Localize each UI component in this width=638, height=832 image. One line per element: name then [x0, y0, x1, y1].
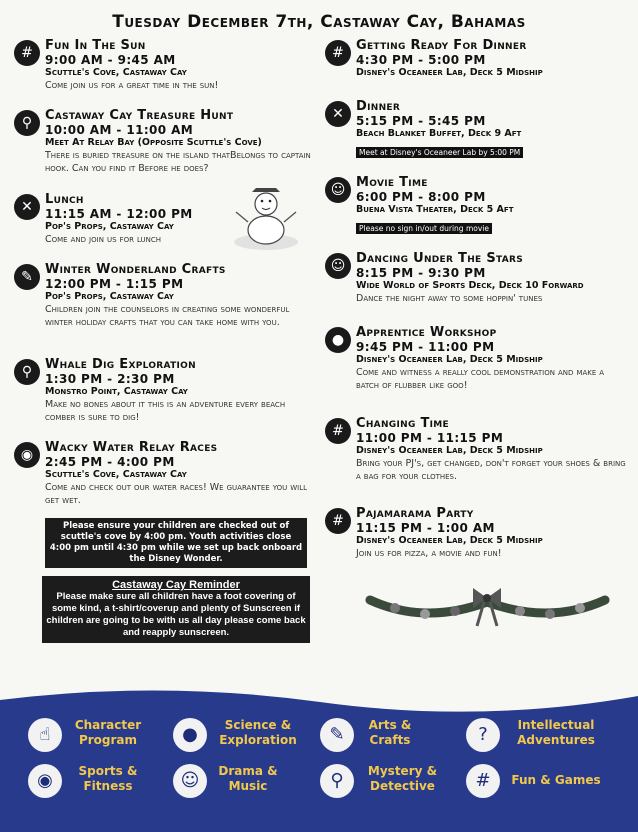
event-time: 6:00 PM - 8:00 PM [356, 190, 486, 204]
legend-label: Mystery & Detective [367, 764, 438, 793]
event-apprentice-workshop [325, 325, 630, 392]
event-location: Beach Blanket Buffet, Deck 9 Aft [356, 128, 522, 139]
tic-tac-toe-icon: # [325, 418, 351, 444]
event-name: Lunch [45, 192, 84, 207]
event-water-relay [14, 440, 314, 507]
theater-masks-icon: ☺ [173, 764, 207, 798]
planet-icon: ● [173, 718, 207, 752]
magnifier-icon: ⚲ [14, 359, 40, 385]
event-name: Wacky Water Relay Races [45, 440, 218, 455]
event-name: Whale Dig Exploration [45, 357, 196, 372]
event-name: Dancing Under The Stars [356, 251, 524, 266]
legend-label: Arts & Crafts [368, 718, 412, 747]
event-lunch [14, 192, 229, 246]
legend-label: Fun & Games [511, 773, 601, 787]
event-location: Scuttle's Cove, Castaway Cay [45, 469, 187, 480]
legend-fun-games [466, 764, 616, 798]
tic-tac-toe-icon: # [14, 40, 40, 66]
event-time: 11:15 PM - 1:00 AM [356, 521, 495, 535]
glove-icon: ☝ [28, 718, 62, 752]
event-movie-time [325, 175, 630, 235]
event-location: Scuttle's Cove, Castaway Cay [45, 67, 187, 78]
event-time: 1:30 PM - 2:30 PM [45, 372, 175, 386]
event-time: 5:15 PM - 5:45 PM [356, 114, 486, 128]
event-time: 11:00 PM - 11:15 PM [356, 431, 504, 445]
football-icon: ◉ [14, 442, 40, 468]
event-time: 2:45 PM - 4:00 PM [45, 455, 175, 469]
event-time: 4:30 PM - 5:00 PM [356, 53, 486, 67]
tic-tac-toe-icon: # [466, 764, 500, 798]
event-time: 10:00 AM - 11:00 AM [45, 123, 194, 137]
event-description: Join us for pizza, a movie and fun! [356, 548, 502, 559]
event-time: 11:15 AM - 12:00 PM [45, 207, 193, 221]
event-description: Children join the counselors in creating some wonderful winter holiday crafts that you can take home with you. [45, 304, 290, 328]
event-getting-ready [325, 38, 630, 79]
event-name: Apprentice Workshop [356, 325, 497, 340]
event-dinner [325, 99, 630, 159]
event-location: Disney's Oceaneer Lab, Deck 5 Midship [356, 67, 543, 78]
tic-tac-toe-icon: # [325, 40, 351, 66]
event-location: Monstro Point, Castaway Cay [45, 386, 188, 397]
event-location: Disney's Oceaneer Lab, Deck 5 Midship [356, 445, 543, 456]
legend-intellectual-adventures [466, 718, 616, 752]
planet-icon: ● [325, 327, 351, 353]
event-location: Disney's Oceaneer Lab, Deck 5 Midship [356, 535, 543, 546]
event-description: Come join us for a great time in the sun! [45, 80, 219, 91]
event-time: 9:45 PM - 11:00 PM [356, 340, 495, 354]
legend-background [0, 686, 638, 832]
event-location: Disney's Oceaneer Lab, Deck 5 Midship [356, 354, 543, 365]
reminder-text: Please make sure all children have a foot covering of some kind, a t-shirt/coverup and plenty of Sunscreen if children are going to be with us all day please come back and reapply sunscreen. [46, 591, 306, 638]
legend-label: Drama & Music [218, 764, 278, 793]
event-name: Getting Ready For Dinner [356, 38, 527, 53]
snowman-illustration [232, 182, 300, 252]
legend-mystery-detective [320, 764, 470, 798]
legend-drama-music [173, 764, 323, 798]
event-location: Pop's Props, Castaway Cay [45, 221, 174, 232]
legend-label: Science & Exploration [219, 718, 297, 747]
event-description: Make no bones about it this is an adventure every beach comber is sure to dig! [45, 399, 286, 423]
event-changing-time [325, 416, 630, 483]
event-description: Come and witness a really cool demonstration and make a batch of flubber like goo! [356, 367, 605, 391]
event-name: Changing Time [356, 416, 449, 431]
event-treasure-hunt [14, 108, 314, 175]
football-icon: ◉ [28, 764, 62, 798]
event-description: Bring your PJ's, get changed, don't forget your shoes & bring a bag for your clothes. [356, 458, 626, 482]
tic-tac-toe-icon: # [325, 508, 351, 534]
event-name: Castaway Cay Treasure Hunt [45, 108, 234, 123]
event-winter-crafts [14, 262, 314, 329]
event-name: Pajamarama Party [356, 506, 474, 521]
palette-icon: ✎ [14, 264, 40, 290]
event-description: Dance the night away to some hoppin' tunes [356, 293, 543, 304]
legend-character-program [28, 718, 178, 752]
legend-label: Sports & Fitness [78, 764, 138, 793]
event-location: Pop's Props, Castaway Cay [45, 291, 174, 302]
reminder-title: Castaway Cay Reminder [112, 579, 240, 591]
page-title: Tuesday December 7th, Castaway Cay, Bahamas [112, 12, 526, 32]
event-dancing [325, 251, 630, 305]
event-time: 12:00 PM - 1:15 PM [45, 277, 184, 291]
castaway-reminder [42, 576, 310, 643]
event-name: Fun In The Sun [45, 38, 146, 53]
event-location: Buena Vista Theater, Deck 5 Aft [356, 204, 514, 215]
magnifier-icon: ⚲ [14, 110, 40, 136]
legend-science-exploration [173, 718, 323, 752]
event-time: 9:00 AM - 9:45 AM [45, 53, 176, 67]
utensils-icon: ✕ [325, 101, 351, 127]
holiday-garland-illustration [365, 580, 610, 630]
event-time: 8:15 PM - 9:30 PM [356, 266, 486, 280]
event-note: Meet at Disney's Oceaneer Lab by 5:00 PM [356, 147, 523, 158]
legend-arts-crafts [320, 718, 470, 752]
event-name: Dinner [356, 99, 401, 114]
checkout-notice: Please ensure your children are checked out of scuttle's cove by 4:00 pm. Youth activities close 4:00 pm until 4:30 pm while we set up back onboard the Disney Wonder. [45, 518, 307, 568]
event-fun-in-the-sun [14, 38, 314, 92]
event-location: Meet At Relay Bay (Opposite Scuttle's Cove) [45, 137, 262, 148]
legend-label: Intellectual Adventures [517, 718, 595, 747]
event-pajamarama [325, 506, 630, 560]
event-description: There is buried treasure on the island thatBelongs to captain hook. Can you find it Before he does? [45, 150, 311, 174]
event-note: Please no sign in/out during movie [356, 223, 492, 234]
legend-label: Character Program [74, 718, 142, 747]
palette-icon: ✎ [320, 718, 354, 752]
event-location: Wide World of Sports Deck, Deck 10 Forward [356, 280, 584, 291]
theater-masks-icon: ☺ [325, 253, 351, 279]
event-name: Winter Wonderland Crafts [45, 262, 226, 277]
event-name: Movie Time [356, 175, 428, 190]
event-description: Come and join us for lunch [45, 234, 162, 245]
question-mark-icon: ? [466, 718, 500, 752]
event-description: Come and check out our water races! We guarantee you will get wet. [45, 482, 308, 506]
event-whale-dig [14, 357, 314, 424]
magnifier-icon: ⚲ [320, 764, 354, 798]
utensils-icon: ✕ [14, 194, 40, 220]
theater-masks-icon: ☺ [325, 177, 351, 203]
legend-sports-fitness [28, 764, 178, 798]
